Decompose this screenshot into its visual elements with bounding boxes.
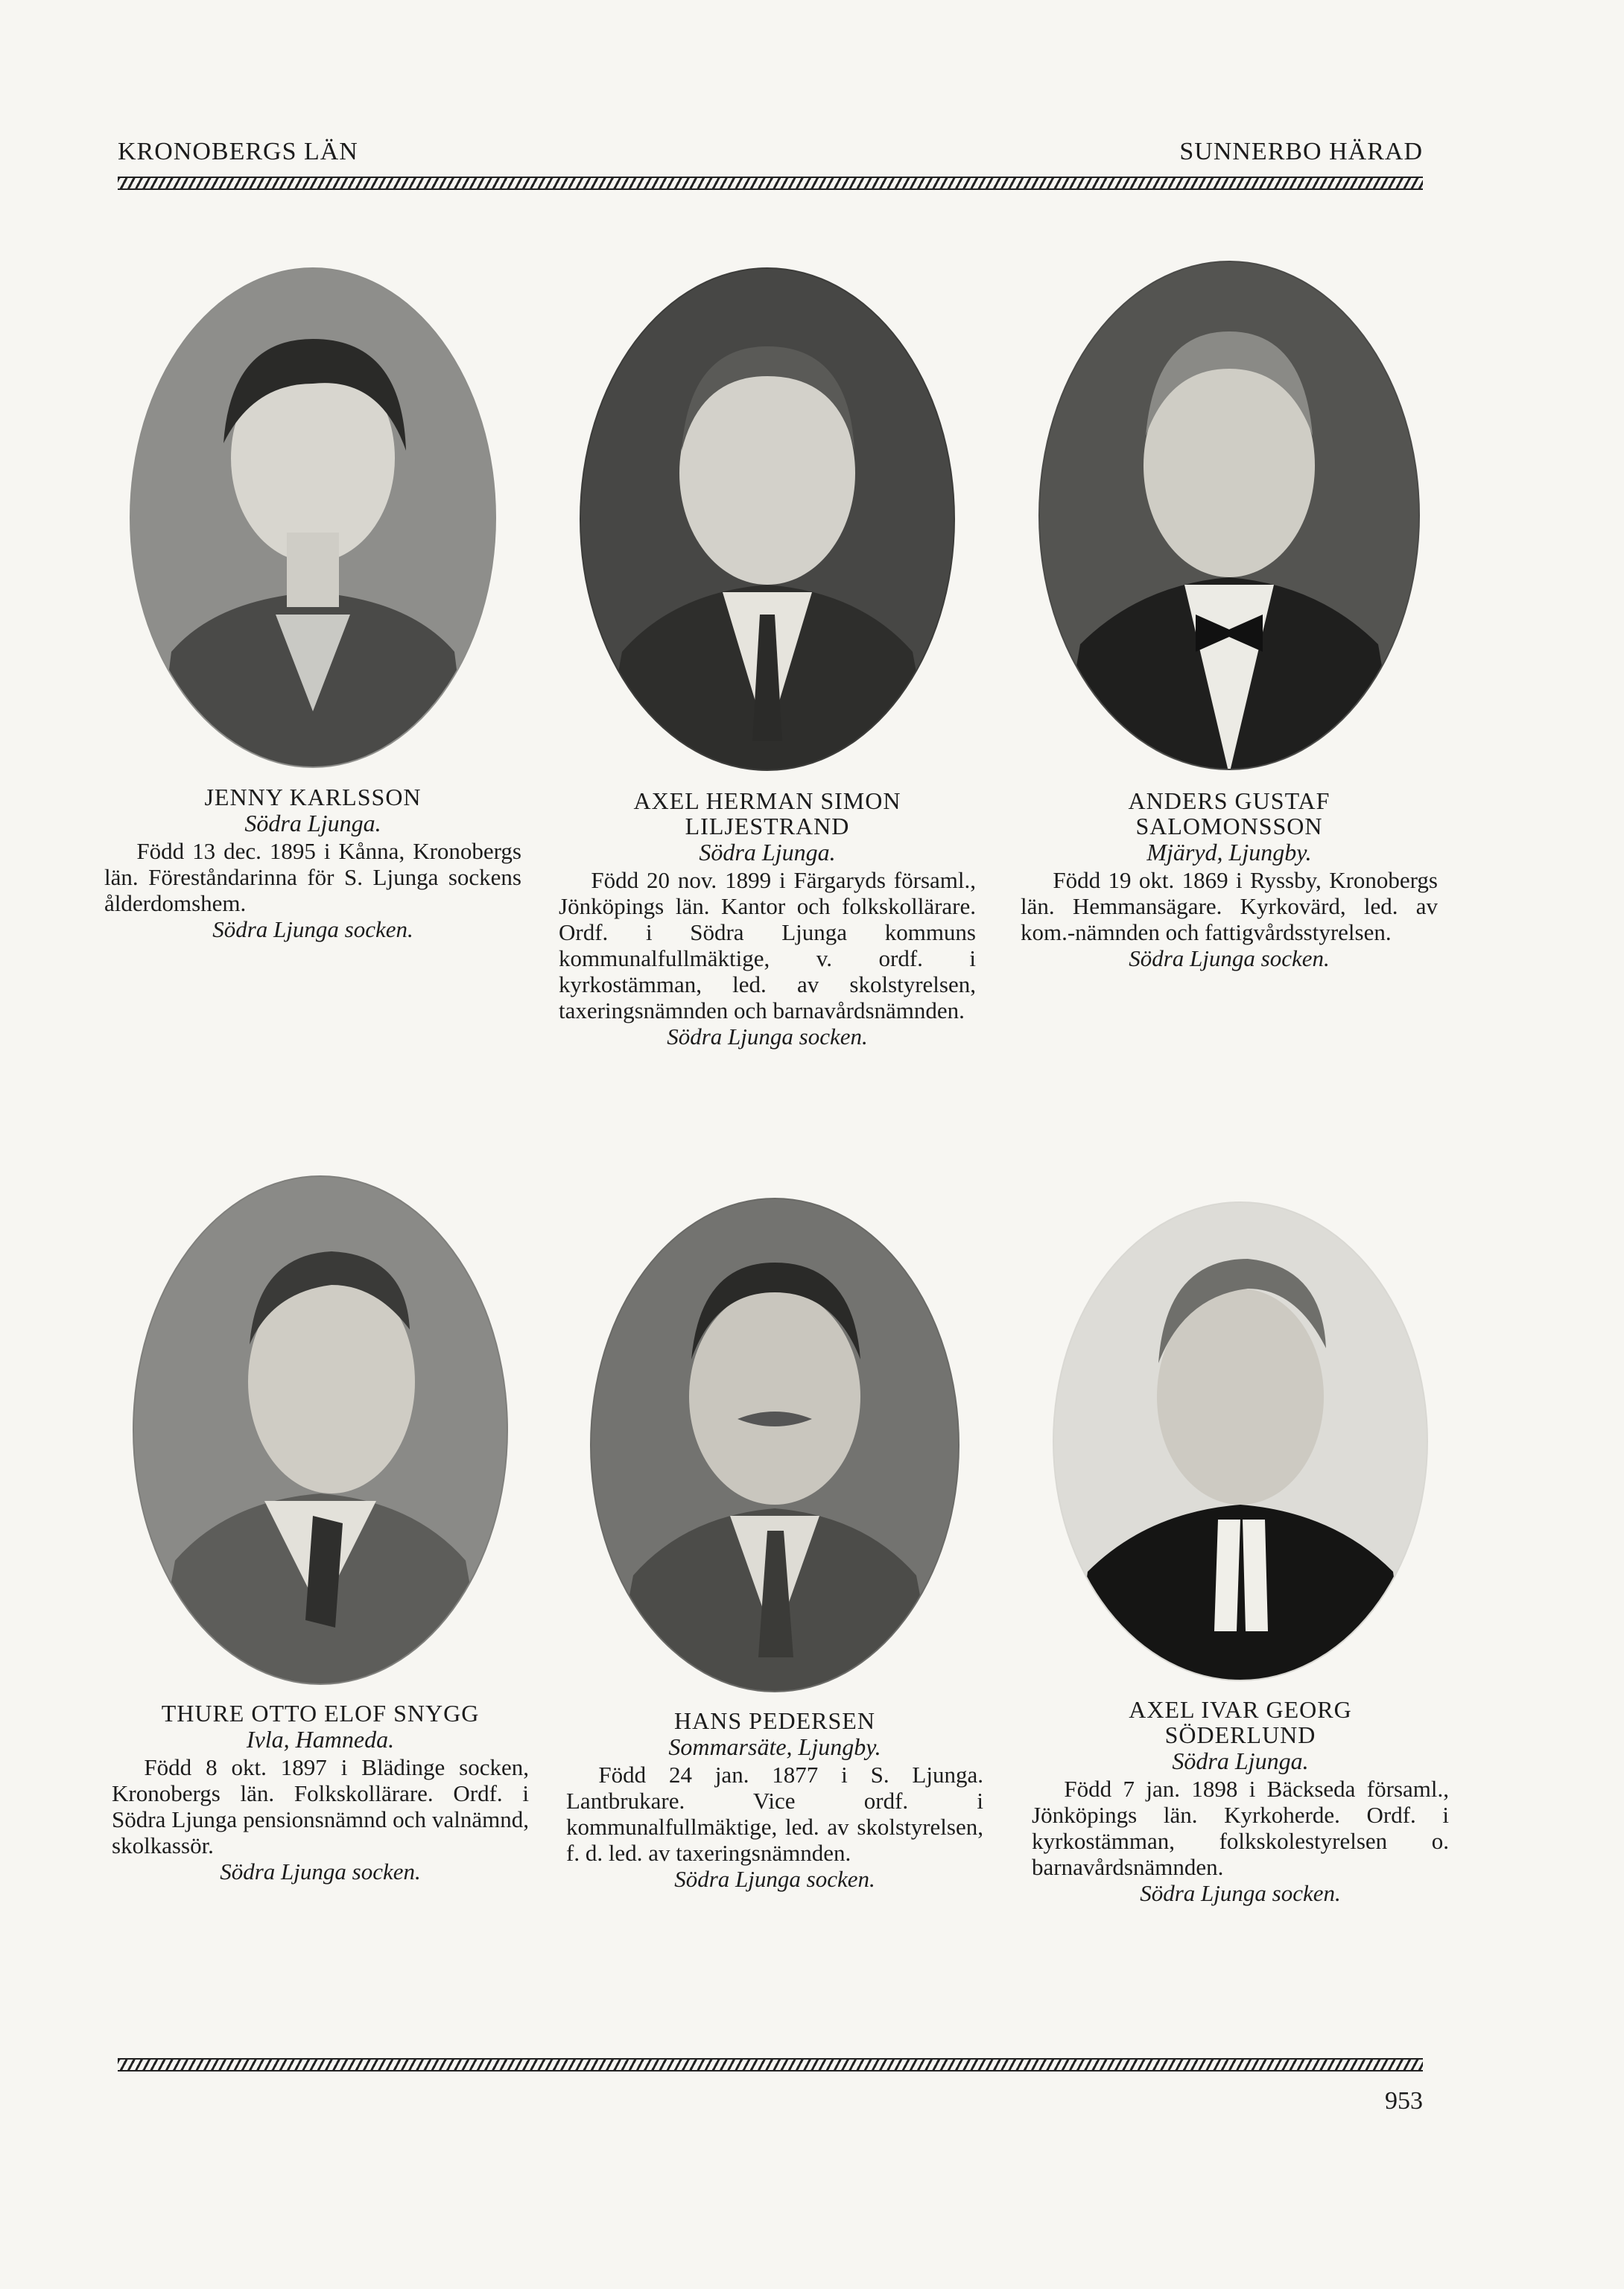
residence: Södra Ljunga. (1172, 1747, 1309, 1774)
parish: Södra Ljunga socken. (1129, 945, 1330, 971)
portrait-man-profile-icon (130, 1173, 510, 1687)
biography-entry-4 (112, 1173, 529, 1885)
biography-text: Född 19 okt. 1869 i Ryssby, Kronobergs län. Hemmansägare. Kyrkovärd, led. av kom.-nämnden och fattigvårdsstyrelsen. (1021, 867, 1438, 945)
portrait-woman-icon (127, 264, 499, 771)
portrait-man-mustache-icon (589, 1196, 961, 1695)
running-head (118, 138, 1423, 166)
biography-entry-6 (1032, 1199, 1449, 1907)
residence: Mjäryd, Ljungby. (1146, 839, 1312, 866)
biography-entry-3 (1021, 257, 1438, 972)
biography-entry-2 (559, 264, 976, 1050)
portrait-man-suit-icon (577, 264, 957, 775)
parish: Södra Ljunga socken. (667, 1023, 868, 1050)
portrait-photo (127, 264, 499, 771)
portrait-photo (589, 1196, 961, 1695)
parish: Södra Ljunga socken. (212, 916, 413, 942)
person-name: THURE OTTO ELOF SNYGG (161, 1700, 480, 1727)
biography-entry-5 (566, 1196, 983, 1893)
person-name: JENNY KARLSSON (204, 784, 422, 810)
running-head-district: SUNNERBO HÄRAD (1179, 138, 1423, 165)
bottom-ornament-rule (118, 2058, 1423, 2071)
person-name: HANS PEDERSEN (674, 1707, 875, 1734)
running-head-county: KRONOBERGS LÄN (118, 138, 358, 165)
portrait-photo (1035, 257, 1423, 775)
person-name: AXEL HERMAN SIMON LILJESTRAND (633, 787, 901, 839)
portrait-photo (1050, 1199, 1430, 1683)
biography-text: Född 13 dec. 1895 i Kånna, Kronobergs län. Föreståndarinna för S. Ljunga sockens ålderdomshem. (104, 838, 521, 916)
portrait-clergyman-icon (1050, 1199, 1430, 1683)
biography-text: Född 8 okt. 1897 i Blädinge socken, Kronobergs län. Folkskollärare. Ordf. i Södra Ljunga pensionsnämnd och valnämnd, skolkassör. (112, 1754, 529, 1858)
biography-text: Född 7 jan. 1898 i Bäckseda församl., Jönköpings län. Kyrkoherde. Ordf. i kyrkostämman, folkskolestyrelsen o. barnavårdsnämnden. (1032, 1776, 1449, 1880)
top-ornament-rule (118, 177, 1423, 190)
biography-text: Född 20 nov. 1899 i Färgaryds församl., Jönköpings län. Kantor och folkskollärare. Ordf. i Södra Ljunga kommuns kommunalfullmäktige, v. ordf. i kyrkostämman, led. av skolstyrelsen, taxeringsnämnden och barnavårdsnämnden. (559, 867, 976, 1023)
residence: Sommarsäte, Ljungby. (668, 1733, 881, 1760)
person-name: AXEL IVAR GEORG SÖDERLUND (1129, 1696, 1352, 1748)
parish: Södra Ljunga socken. (220, 1858, 421, 1885)
biography-text: Född 24 jan. 1877 i S. Ljunga. Lantbrukare. Vice ordf. i kommunalfullmäktige, led. av skolstyrelsen, f. d. led. av taxeringsnämnden. (566, 1762, 983, 1866)
biography-entry-1 (104, 264, 521, 943)
residence: Södra Ljunga. (699, 839, 836, 866)
parish: Södra Ljunga socken. (1140, 1880, 1341, 1906)
parish: Södra Ljunga socken. (674, 1866, 875, 1892)
portrait-photo (130, 1173, 510, 1687)
portrait-photo (577, 264, 957, 775)
residence: Södra Ljunga. (244, 810, 381, 836)
portrait-man-bowtie-icon (1035, 257, 1423, 775)
person-name: ANDERS GUSTAF SALOMONSSON (1128, 787, 1330, 839)
residence: Ivla, Hamneda. (246, 1726, 395, 1753)
page-number: 953 (1385, 2087, 1423, 2115)
